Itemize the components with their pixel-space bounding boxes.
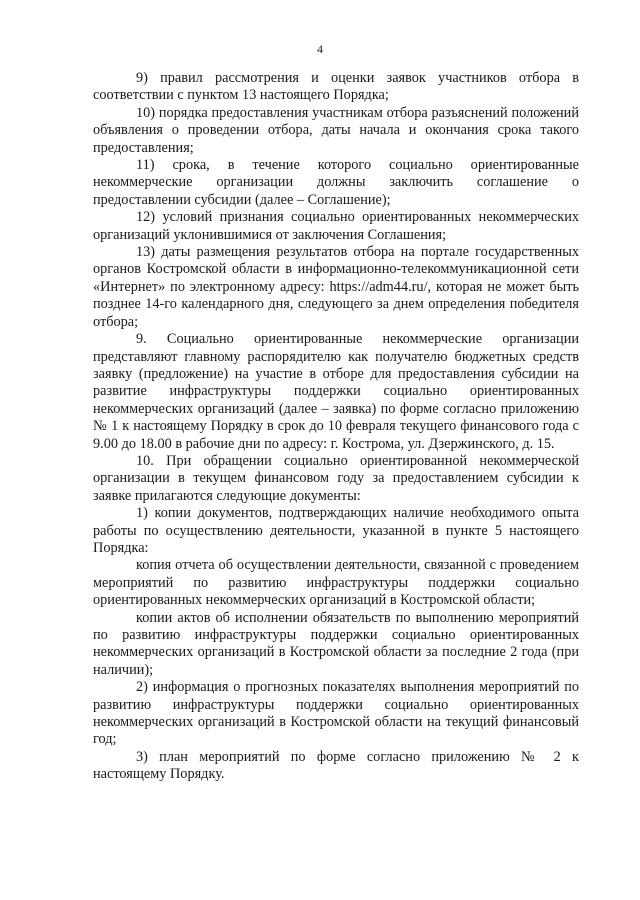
paragraph-item-10-clarifications: 10) порядка предоставления участникам отбора разъяснений положений объявления о проведении отбора, даты начала и окончания срока такого предоставления;	[93, 104, 579, 156]
paragraph-item-12-conditions: 12) условий признания социально ориентированных некоммерческих организаций уклонившимися от заключения Соглашения;	[93, 209, 579, 243]
paragraph-doc-acts-copy: копии актов об исполнении обязательств по выполнению мероприятий по развитию инфраструктуры поддержки социально ориентированных некоммерческих организаций в Костромской области за последние 2 года (при наличии);	[93, 609, 579, 678]
paragraph-section-9-application: 9. Социально ориентированные некоммерческие организации представляют главному распорядителю как получателю бюджетных средств заявку (предложение) на участие в отборе для предоставления субсидии на развитие инфраструктуры поддержки социально ориентированных некоммерческих организаций (далее – заявка) по форме согласно приложению № 1 к настоящему Порядку в срок до 10 февраля текущего финансового года с 9.00 до 18.00 в рабочие дни по адресу: г. Кострома, ул. Дзержинского, д. 15.	[93, 331, 579, 452]
document-body	[93, 70, 579, 784]
paragraph-item-11-term: 11) срока, в течение которого социально ориентированные некоммерческие организации должны заключить соглашение о предоставлении субсидии (далее – Соглашение);	[93, 157, 579, 208]
paragraph-doc-2-forecast: 2) информация о прогнозных показателях выполнения мероприятий по развитию инфраструктуры поддержки социально ориентированных некоммерческих организаций в Костромской области на текущий финансовый год;	[93, 679, 579, 748]
paragraph-section-10-documents: 10. При обращении социально ориентированной некоммерческой организации в текущем финансовом году за предоставлением субсидии к заявке прилагаются следующие документы:	[93, 452, 579, 504]
paragraph-item-9-rules: 9) правил рассмотрения и оценки заявок участников отбора в соответствии с пунктом 13 настоящего Порядка;	[93, 70, 579, 104]
paragraph-doc-3-plan: 3) план мероприятий по форме согласно приложению № 2 к настоящему Порядку.	[93, 748, 579, 783]
paragraph-doc-report-copy: копия отчета об осуществлении деятельности, связанной с проведением мероприятий по развитию инфраструктуры поддержки социально ориентированных некоммерческих организаций в Костромской области;	[93, 557, 579, 609]
page-number: 4	[317, 42, 323, 56]
paragraph-doc-1-copies: 1) копии документов, подтверждающих наличие необходимого опыта работы по осуществлению деятельности, указанной в пункте 5 настоящего Порядка:	[93, 505, 579, 556]
paragraph-item-13-publication: 13) даты размещения результатов отбора на портале государственных органов Костромской области в информационно-телекоммуникационной сети «Интернет» по электронному адресу: https://adm44.ru/, которая не может быть позднее 14-го календарного дня, следующего за днем определения победителя отбора;	[93, 244, 579, 330]
